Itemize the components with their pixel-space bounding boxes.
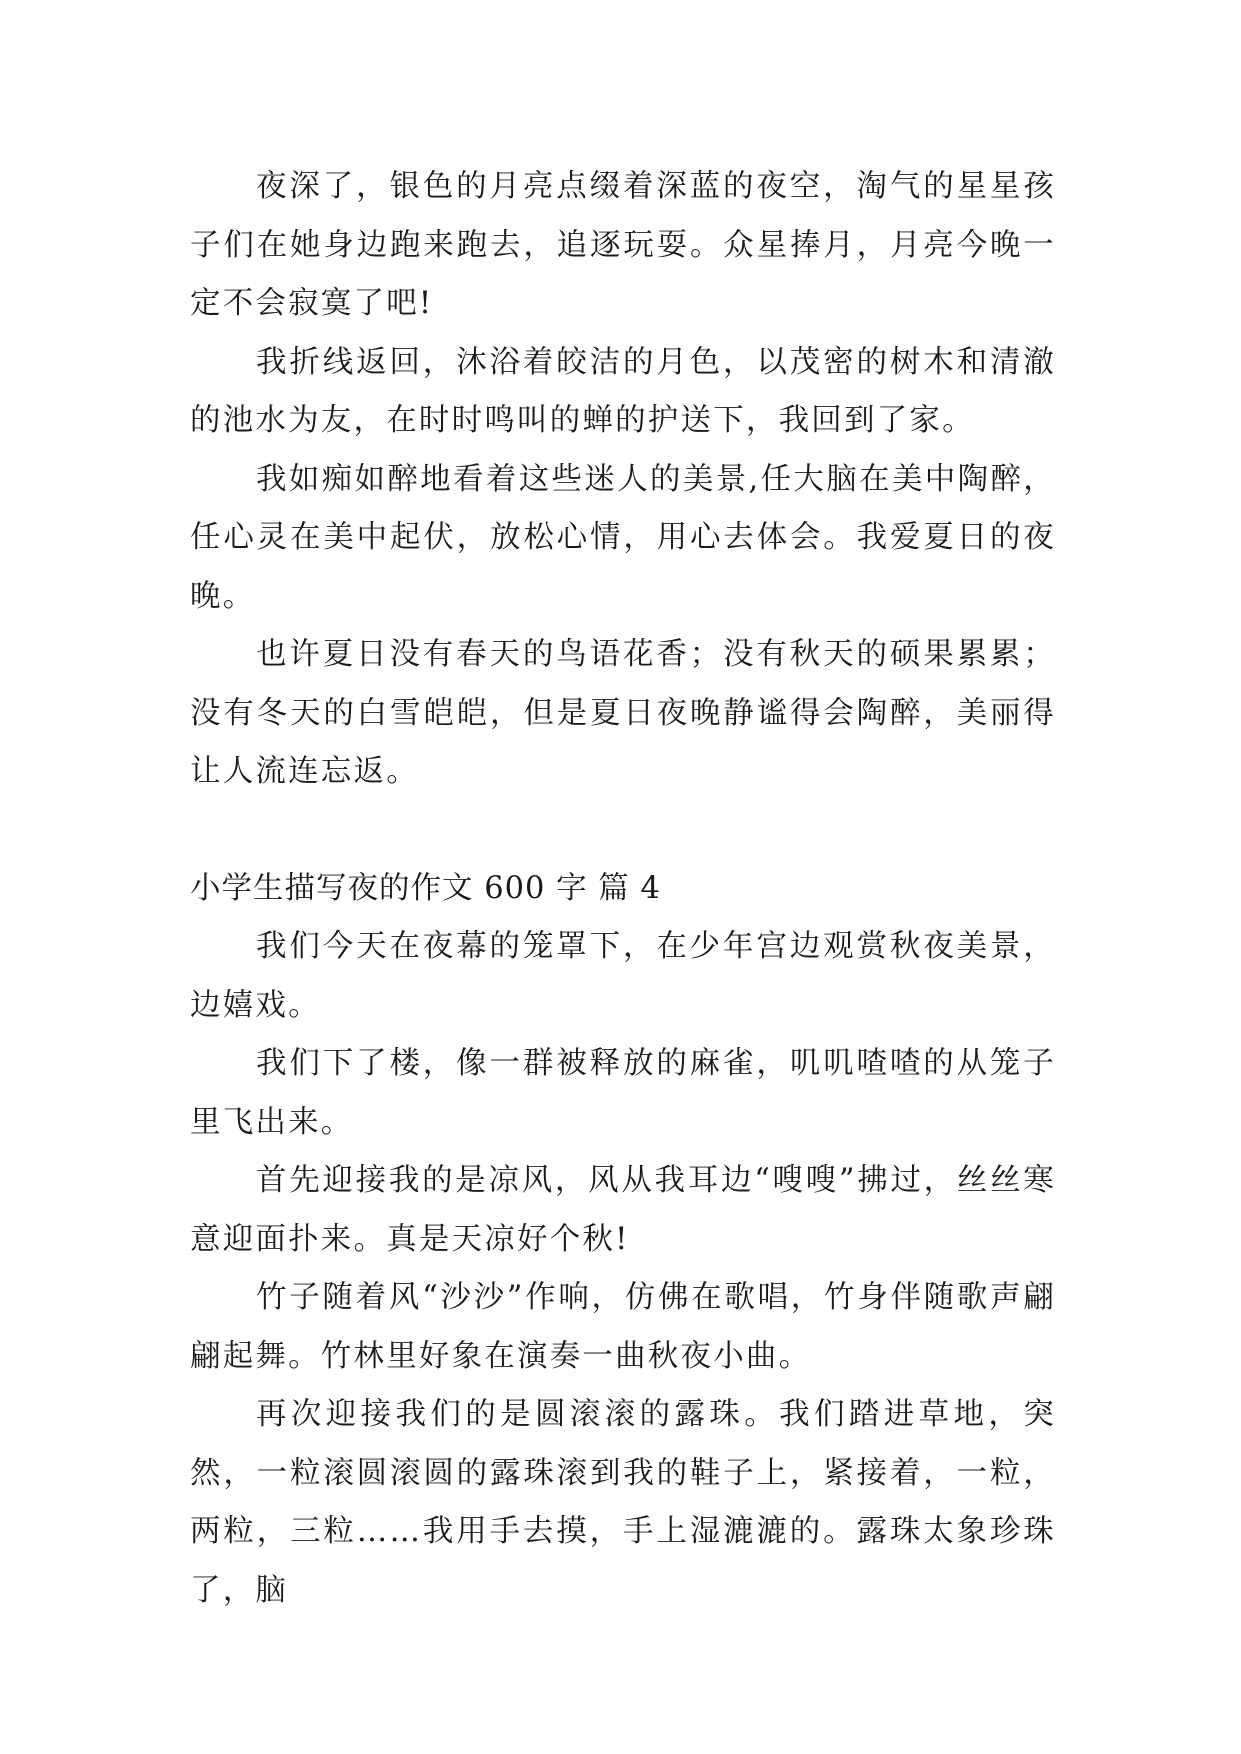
paragraph: 夜深了，银色的月亮点缀着深蓝的夜空，淘气的星星孩子们在她身边跑来跑去，追逐玩耍。众星捧月，月亮今晚一定不会寂寞了吧! (190, 169, 1056, 321)
paragraph: 我们下了楼，像一群被释放的麻雀，叽叽喳喳的从笼子里飞出来。 (190, 1046, 1056, 1140)
paragraph: 再次迎接我们的是圆滚滚的露珠。我们踏进草地，突然，一粒滚圆滚圆的露珠滚到我的鞋子上，紧接着，一粒，两粒，三粒……我用手去摸，手上湿漉漉的。露珠太象珍珠了，脑 (190, 1397, 1056, 1608)
document-body (190, 158, 1056, 1620)
paragraph: 也许夏日没有春天的鸟语花香；没有秋天的硕果累累；没有冬天的白雪皑皑，但是夏日夜晚静谧得会陶醉，美丽得让人流连忘返。 (190, 637, 1056, 789)
paragraph: 我如痴如醉地看着这些迷人的美景,任大脑在美中陶醉，任心灵在美中起伏，放松心情，用心去体会。我爱夏日的夜晚。 (190, 461, 1056, 614)
paragraph: 我们今天在夜幕的笼罩下，在少年宫边观赏秋夜美景，边嬉戏。 (190, 929, 1056, 1023)
section-title: 小学生描写夜的作文 600 字 篇 4 (190, 870, 661, 906)
section-spacer (190, 802, 1056, 860)
paragraph: 竹子随着风“沙沙”作响，仿佛在歌唱，竹身伴随歌声翩翩起舞。竹林里好象在演奏一曲秋夜小曲。 (190, 1280, 1056, 1374)
paragraph: 我折线返回，沐浴着皎洁的月色，以茂密的树木和清澈的池水为友，在时时鸣叫的蝉的护送下，我回到了家。 (190, 344, 1056, 438)
paragraph: 首先迎接我的是凉风，风从我耳边“嗖嗖”拂过，丝丝寒意迎面扑来。真是天凉好个秋! (190, 1163, 1056, 1257)
